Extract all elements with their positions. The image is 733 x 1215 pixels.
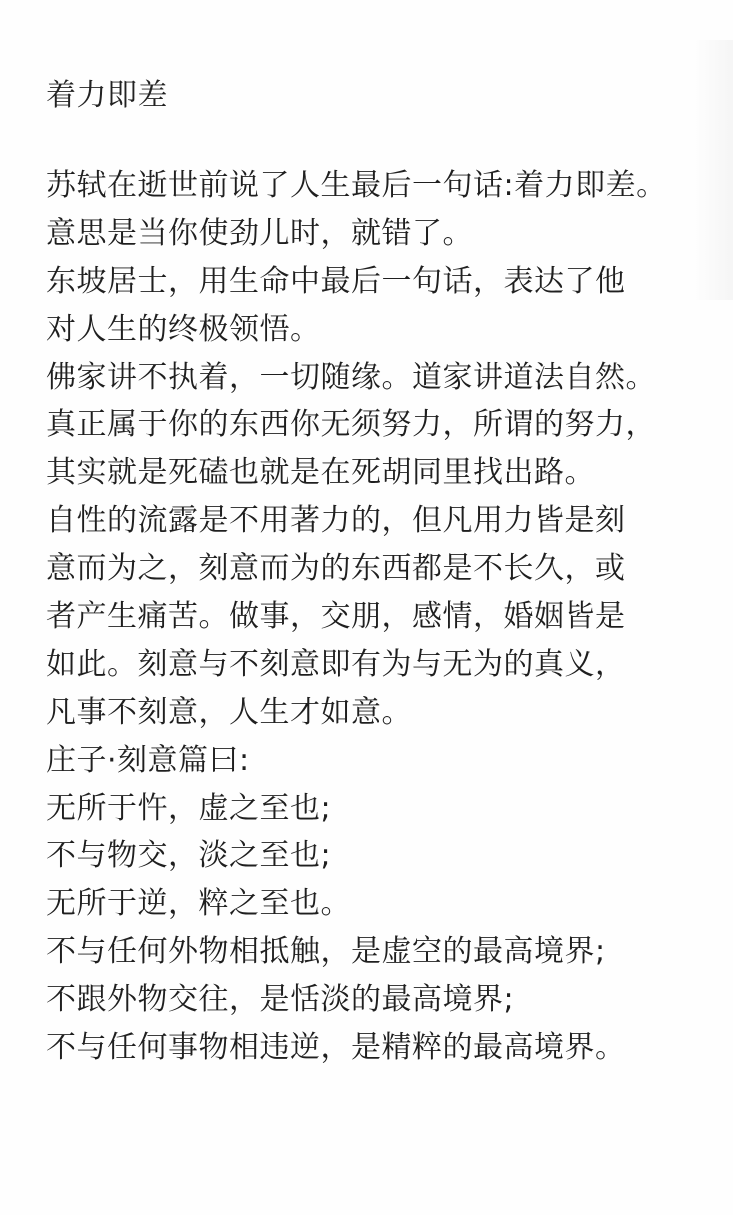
text-line: 不与任何外物相抵触，是虚空的最高境界; <box>46 934 606 970</box>
text-line: 其实就是死磕也就是在死胡同里找出路。 <box>46 455 595 491</box>
text-line: 庄子·刻意篇曰: <box>46 742 250 778</box>
text-line: 不跟外物交往，是恬淡的最高境界; <box>46 982 515 1018</box>
text-line: 苏轼在逝世前说了人生最后一句话:着力即差。 <box>46 168 667 203</box>
text-line: 对人生的终极领悟。 <box>46 311 321 347</box>
text-line: 无所于逆，粹之至也。 <box>46 886 351 922</box>
text-line: 意思是当你使劲儿时，就错了。 <box>46 215 473 251</box>
text-line: 不与物交，淡之至也; <box>46 838 332 874</box>
text-line: 佛家讲不执着，一切随缘。道家讲道法自然。 <box>46 359 656 395</box>
text-line: 自性的流露是不用著力的，但凡用力皆是刻 <box>46 503 626 539</box>
document-body <box>46 162 726 1072</box>
text-line: 意而为之，刻意而为的东西都是不长久，或 <box>46 551 626 587</box>
text-line: 不与任何事物相违逆，是精粹的最高境界。 <box>46 1030 626 1066</box>
text-line: 如此。刻意与不刻意即有为与无为的真义， <box>46 646 626 682</box>
text-line: 凡事不刻意，人生才如意。 <box>46 694 412 730</box>
text-line: 者产生痛苦。做事，交朋，感情，婚姻皆是 <box>46 599 626 635</box>
text-line: 无所于忤，虚之至也; <box>46 790 332 826</box>
document-title: 着力即差 <box>46 78 168 113</box>
text-line: 真正属于你的东西你无须努力，所谓的努力， <box>46 407 656 443</box>
text-line: 东坡居士，用生命中最后一句话，表达了他 <box>46 263 626 299</box>
